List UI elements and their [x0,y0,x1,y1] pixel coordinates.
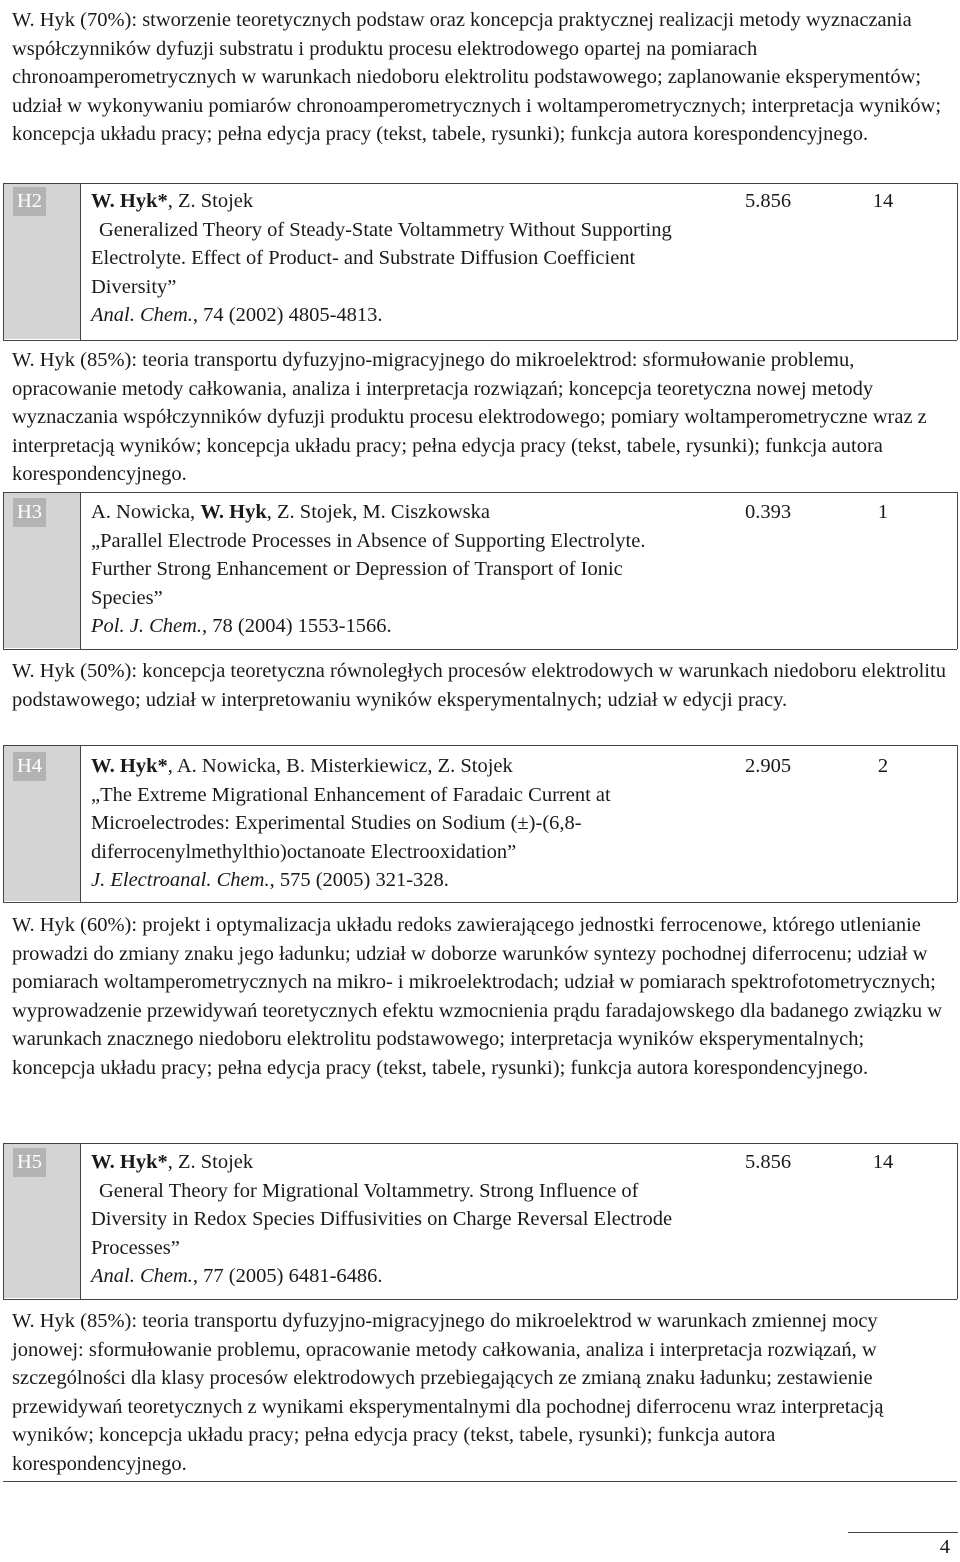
author-list [91,1148,691,1177]
row-divider [3,183,957,184]
publication-label: H2 [13,187,46,216]
page-number: 4 [939,1536,950,1558]
row-divider [3,1299,957,1300]
journal-reference: Anal. Chem., 74 (2002) 4805-4813. [91,304,383,326]
column-border [80,492,81,649]
publication-label: H3 [13,498,46,527]
column-border [80,183,81,340]
publication-title: General Theory for Migrational Voltammetry. Strong Influence of Diversity in Redox Species Diffusivities on Charge Reversal Electrode Processes” [91,1179,673,1259]
author-bold: W. Hyk* [91,190,168,212]
row-divider [3,1143,957,1144]
journal-name: J. Electroanal. Chem. [91,869,270,891]
citation-count: 1 [877,501,889,523]
citation-count: 14 [872,190,894,212]
column-border [957,1143,958,1299]
column-border [80,745,81,902]
author-bold: W. Hyk [200,501,267,523]
author-rest: , Z. Stojek [167,1151,254,1173]
journal-name: Anal. Chem. [91,1265,193,1287]
column-border [957,183,958,340]
publication-title: „The Extreme Migrational Enhancement of Faradaic Current at Microelectrodes: Experimental Studies on Sodium (±)-(6,8-diferrocenylmethylthio)octanoate Electrooxidation” [91,783,611,863]
column-border [80,1143,81,1299]
row-divider [3,902,957,903]
row-divider [3,649,957,650]
h3-contribution-description: W. Hyk (50%): koncepcja teoretyczna równoległych procesów elektrodowych w warunkach niedoboru elektrolitu podstawowego; udział w interpretowaniu wyników eksperymentalnych; udział w edycji pracy. [12,660,946,711]
author-rest: , A. Nowicka, B. Misterkiewicz, Z. Stojek [167,755,513,777]
column-border [957,492,958,649]
author-bold: W. Hyk* [91,755,168,777]
author-rest: , Z. Stojek [167,190,254,212]
impact-factor: 2.905 [744,755,792,777]
citation-count: 14 [872,1151,894,1173]
author-bold: W. Hyk* [91,1151,168,1173]
impact-factor: 5.856 [744,190,792,212]
row-divider [3,745,957,746]
row-divider [3,340,957,341]
h1-contribution-description: W. Hyk (70%): stworzenie teoretycznych podstaw oraz koncepcja praktycznej realizacji metody wyznaczania współczynników dyfuzji substratu i produktu procesu elektrodowego opartej na pomiarach chronoamperometrycznych w warunkach niedoboru elektrolitu podstawowego; zaplanowanie eksperymentów; udział w wykonywaniu pomiarów chronoamperometrycznych i woltamperometrycznych; interpretacja wyników; koncepcja układu pracy; pełna edycja pracy (tekst, tabele, rysunki); funkcja autora korespondencyjnego. [12,9,942,145]
journal-name: Pol. J. Chem. [91,615,203,637]
row-divider [3,492,957,493]
h5-contribution-description: W. Hyk (85%): teoria transportu dyfuzyjno-migracyjnego do mikroelektrod w warunkach zmiennej mocy jonowej: sformułowanie problemu, opracowanie metody całkowania, analiza i interpretacja rozwiązań, w szczególności dla klasy procesów elektrodowych przebiegających ze zmianą znaku ładunku; zestawienie przewidywań teoretycznych z wynikami eksperymentalnymi dla pochodnej diferrocenu wraz interpretacją wyników; koncepcja układu pracy; pełna edycja pracy (tekst, tabele, rysunki); funkcja autora korespondencyjnego. [12,1310,884,1475]
journal-reference: Pol. J. Chem., 78 (2004) 1553-1566. [91,615,392,637]
journal-reference: Anal. Chem., 77 (2005) 6481-6486. [91,1265,383,1287]
publication-citation [91,187,691,330]
journal-reference: J. Electroanal. Chem., 575 (2005) 321-328. [91,869,449,891]
column-border [957,745,958,902]
journal-name: Anal. Chem. [91,304,193,326]
publication-label: H5 [13,1148,46,1177]
author-list: A. Nowicka, W. Hyk, Z. Stojek, M. Ciszkowska [91,501,490,523]
publication-citation [91,1148,691,1291]
publication-citation [91,498,691,641]
citation-count: 2 [877,755,889,777]
impact-factor: 0.393 [744,501,792,523]
author-rest: , Z. Stojek, M. Ciszkowska [266,501,490,523]
h4-contribution-description: W. Hyk (60%): projekt i optymalizacja układu redoks zawierającego jednostki ferrocenowe, którego utlenianie prowadzi do zmiany znaku jego ładunku; udział w doborze warunków syntezy pochodnej diferrocenu; udział w pomiarach woltamperometrycznych na mikro- i mikroelektrodach; udział w pomiarach spektrofotometrycznych; wyprowadzenie przewidywań teoretycznych efektu wzmocnienia prądu faradajowskego dla badanego związku w warunkach znacznego niedoboru elektrolitu podstawowego; interpretacja wyników eksperymentalnych; koncepcja układu pracy; pełna edycja pracy (tekst, tabele, rysunki); funkcja autora korespondencyjnego. [12,914,943,1079]
publication-title: „Parallel Electrode Processes in Absence of Supporting Electrolyte. Further Strong Enhancement or Depression of Transport of Ionic Species” [91,529,646,609]
impact-factor: 5.856 [744,1151,792,1173]
publication-citation [91,752,691,895]
publication-label: H4 [13,752,46,781]
h2-contribution-description: W. Hyk (85%): teoria transportu dyfuzyjno-migracyjnego do mikroelektrod: sformułowanie problemu, opracowanie metody całkowania, analiza i interpretacja rozwiązań; koncepcja teoretyczna nowej metody wyznaczania współczynników dyfuzji produktu procesu elektrodowego; pomiary woltamperometryczne wraz z interpretacją wyników; koncepcja układu pracy; pełna edycja pracy (tekst, tabele, rysunki); funkcja autora korespondencyjnego. [12,349,927,485]
author-list [91,187,691,216]
author-list [91,752,691,781]
publication-title: Generalized Theory of Steady-State Voltammetry Without Supporting Electrolyte. Effect of Product- and Substrate Diffusion Coefficient Diversity” [91,218,672,298]
row-divider [3,1481,957,1482]
